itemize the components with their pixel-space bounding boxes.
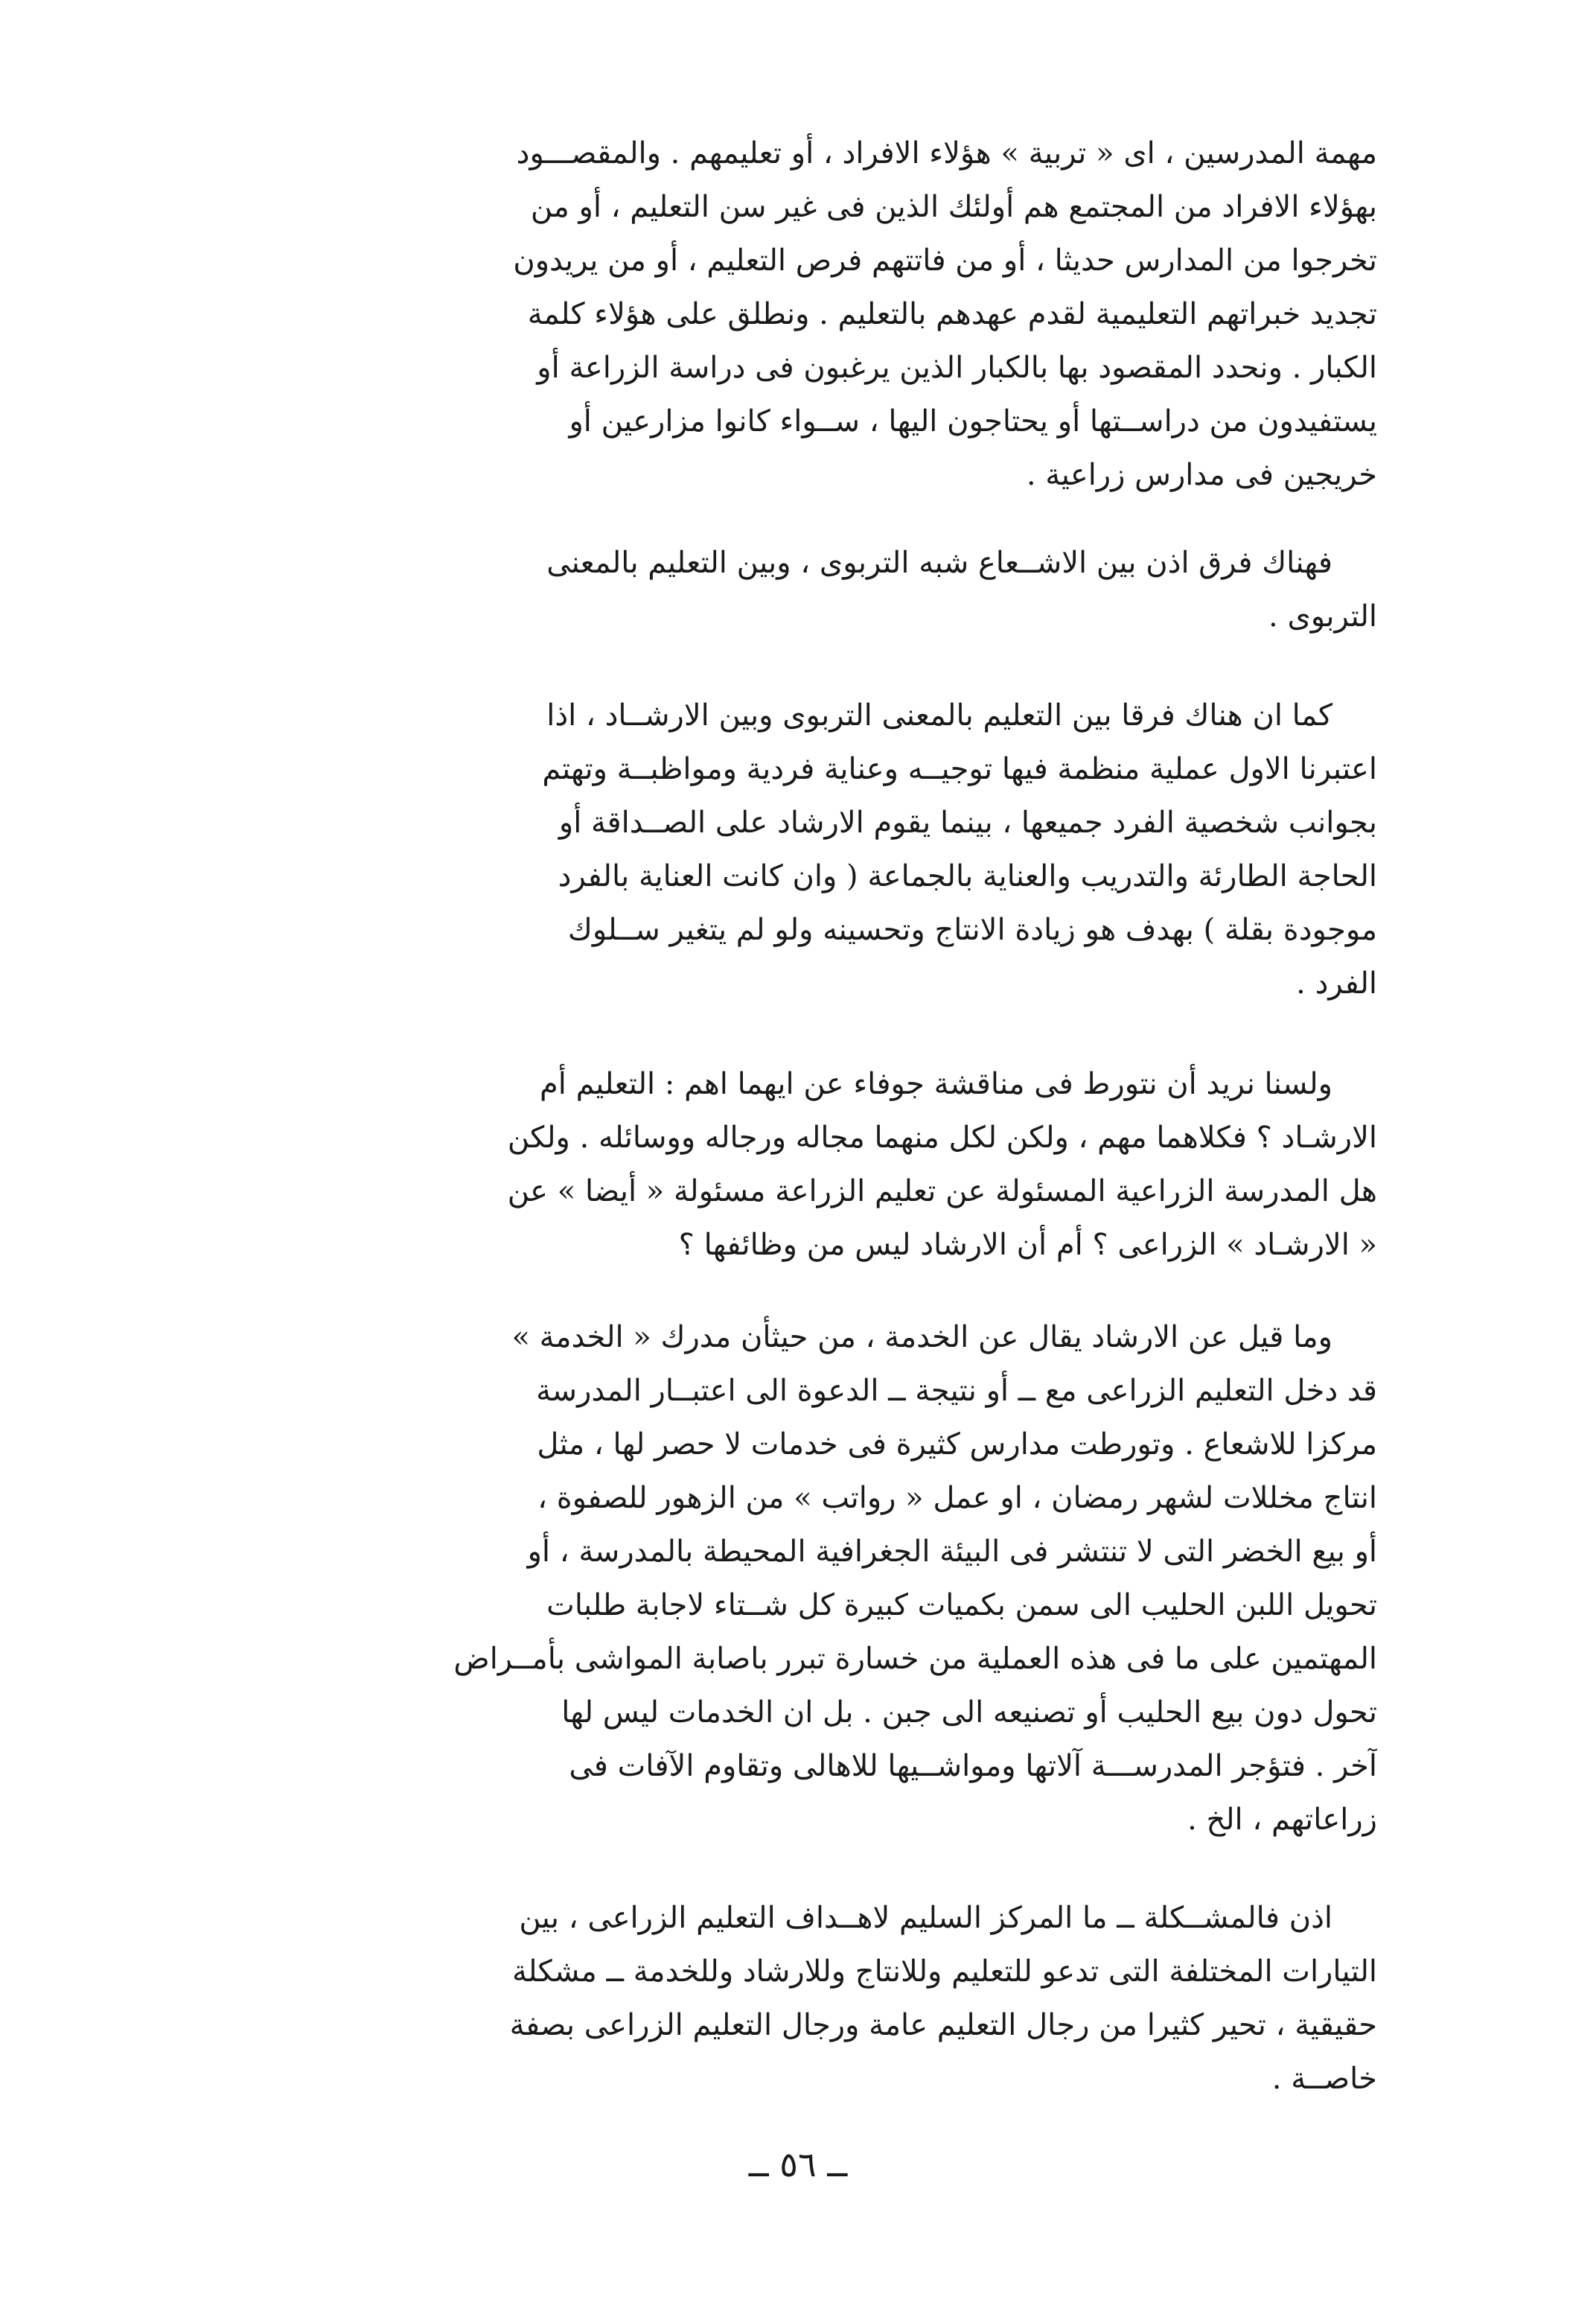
text-line: خاصــة . xyxy=(1271,2062,1377,2096)
page-number: ــ ٥٦ ــ xyxy=(748,2144,848,2184)
text-line: موجودة بقلة ) بهدف هو زيادة الانتاج وتحسينه ولو لم يتغير ســلوك xyxy=(567,913,1377,947)
text-line: فهناك فرق اذن بين الاشــعاع شبه التربوى ، وبين التعليم بالمعنى xyxy=(546,546,1332,580)
text-line: « الارشـاد » الزراعى ؟ أم أن الارشاد ليس من وظائفها ؟ xyxy=(678,1228,1377,1262)
text-line: قد دخل التعليم الزراعى مع ــ أو نتيجة ــ الدعوة الى اعتبــار المدرسة xyxy=(536,1374,1377,1408)
paragraph-1 xyxy=(238,127,1377,502)
paragraph-5 xyxy=(238,1310,1377,1846)
text-line: تخرجوا من المدارس حديثا ، أو من فاتتهم فرص التعليم ، أو من يريدون xyxy=(513,243,1377,278)
text-line: انتاج مخللات لشهر رمضان ، او عمل « رواتب » من الزهور للصفوة ، xyxy=(537,1481,1377,1515)
text-line: تحول دون بيع الحليب أو تصنيعه الى جبن . بل ان الخدمات ليس لها xyxy=(561,1695,1377,1730)
text-line: الفرد . xyxy=(1296,966,1377,1001)
text-line: آخر . فتؤجر المدرســـة آلاتها ومواشــيها للاهالى وتقاوم الآفات فى xyxy=(569,1749,1377,1783)
text-line: اعتبرنا الاول عملية منظمة فيها توجيــه وعناية فردية ومواظبــة وتهتم xyxy=(542,752,1377,786)
text-line: وما قيل عن الارشاد يقال عن الخدمة ، من حيثأن مدرك « الخدمة » xyxy=(511,1320,1332,1354)
text-line: الارشـاد ؟ فكلاهما مهم ، ولكن لكل منهما مجاله ورجاله ووسائله . ولكن xyxy=(507,1121,1377,1155)
paragraph-4 xyxy=(238,1057,1377,1272)
text-line: مهمة المدرسين ، اى « تربية » هؤلاء الافراد ، أو تعليمهم . والمقصـــود xyxy=(516,136,1377,171)
text-line: هل المدرسة الزراعية المسئولة عن تعليم الزراعة مسئولة « أيضا » عن xyxy=(507,1174,1377,1208)
text-line: اذن فالمشــكلة ــ ما المركز السليم لاهــداف التعليم الزراعى ، بين xyxy=(519,1901,1332,1935)
text-line: خريجين فى مدارس زراعية . xyxy=(1026,458,1377,492)
text-line: زراعاتهم ، الخ . xyxy=(1187,1803,1377,1837)
text-line: بهؤلاء الافراد من المجتمع هم أولئك الذين فى غير سن التعليم ، أو من xyxy=(530,190,1377,224)
text-line: المهتمين على ما فى هذه العملية من خسارة تبرر باصابة المواشى بأمــراض xyxy=(453,1642,1377,1676)
text-line: بجوانب شخصية الفرد جميعها ، بينما يقوم الارشاد على الصــداقة أو xyxy=(558,806,1377,840)
text-line: يستفيدون من دراســتها أو يحتاجون اليها ، ســواء كانوا مزارعين أو xyxy=(569,404,1377,439)
text-line: حقيقية ، تحير كثيرا من رجال التعليم عامة ورجال التعليم الزراعى بصفة xyxy=(509,2008,1377,2042)
text-line: الكبار . ونحدد المقصود بها بالكبار الذين يرغبون فى دراسة الزراعة أو xyxy=(537,351,1377,385)
text-line: تجديد خبراتهم التعليمية لقدم عهدهم بالتعليم . ونطلق على هؤلاء كلمة xyxy=(527,297,1377,331)
text-line: تحويل اللبن الحليب الى سمن بكميات كبيرة كل شــتاء لاجابة طلبات xyxy=(546,1588,1377,1622)
text-line: ولسنا نريد أن نتورط فى مناقشة جوفاء عن ايهما اهم : التعليم أم xyxy=(539,1067,1332,1101)
text-line: مركزا للاشعاع . وتورطت مدارس كثيرة فى خدمات لا حصر لها ، مثل xyxy=(537,1427,1377,1462)
text-line: الحاجة الطارئة والتدريب والعناية بالجماعة ( وان كانت العناية بالفرد xyxy=(558,859,1377,893)
paragraph-2 xyxy=(238,536,1377,643)
text-line: أو بيع الخضر التى لا تنتشر فى البيئة الجغرافية المحيطة بالمدرسة ، أو xyxy=(527,1535,1377,1569)
text-line: التيارات المختلفة التى تدعو للتعليم وللانتاج وللارشاد وللخدمة ــ مشكلة xyxy=(511,1954,1377,1989)
paragraph-6 xyxy=(238,1891,1377,2106)
text-line: كما ان هناك فرقا بين التعليم بالمعنى التربوى وبين الارشــاد ، اذا xyxy=(546,698,1332,733)
text-line: التربوى . xyxy=(1268,599,1377,634)
paragraph-3 xyxy=(238,689,1377,1010)
